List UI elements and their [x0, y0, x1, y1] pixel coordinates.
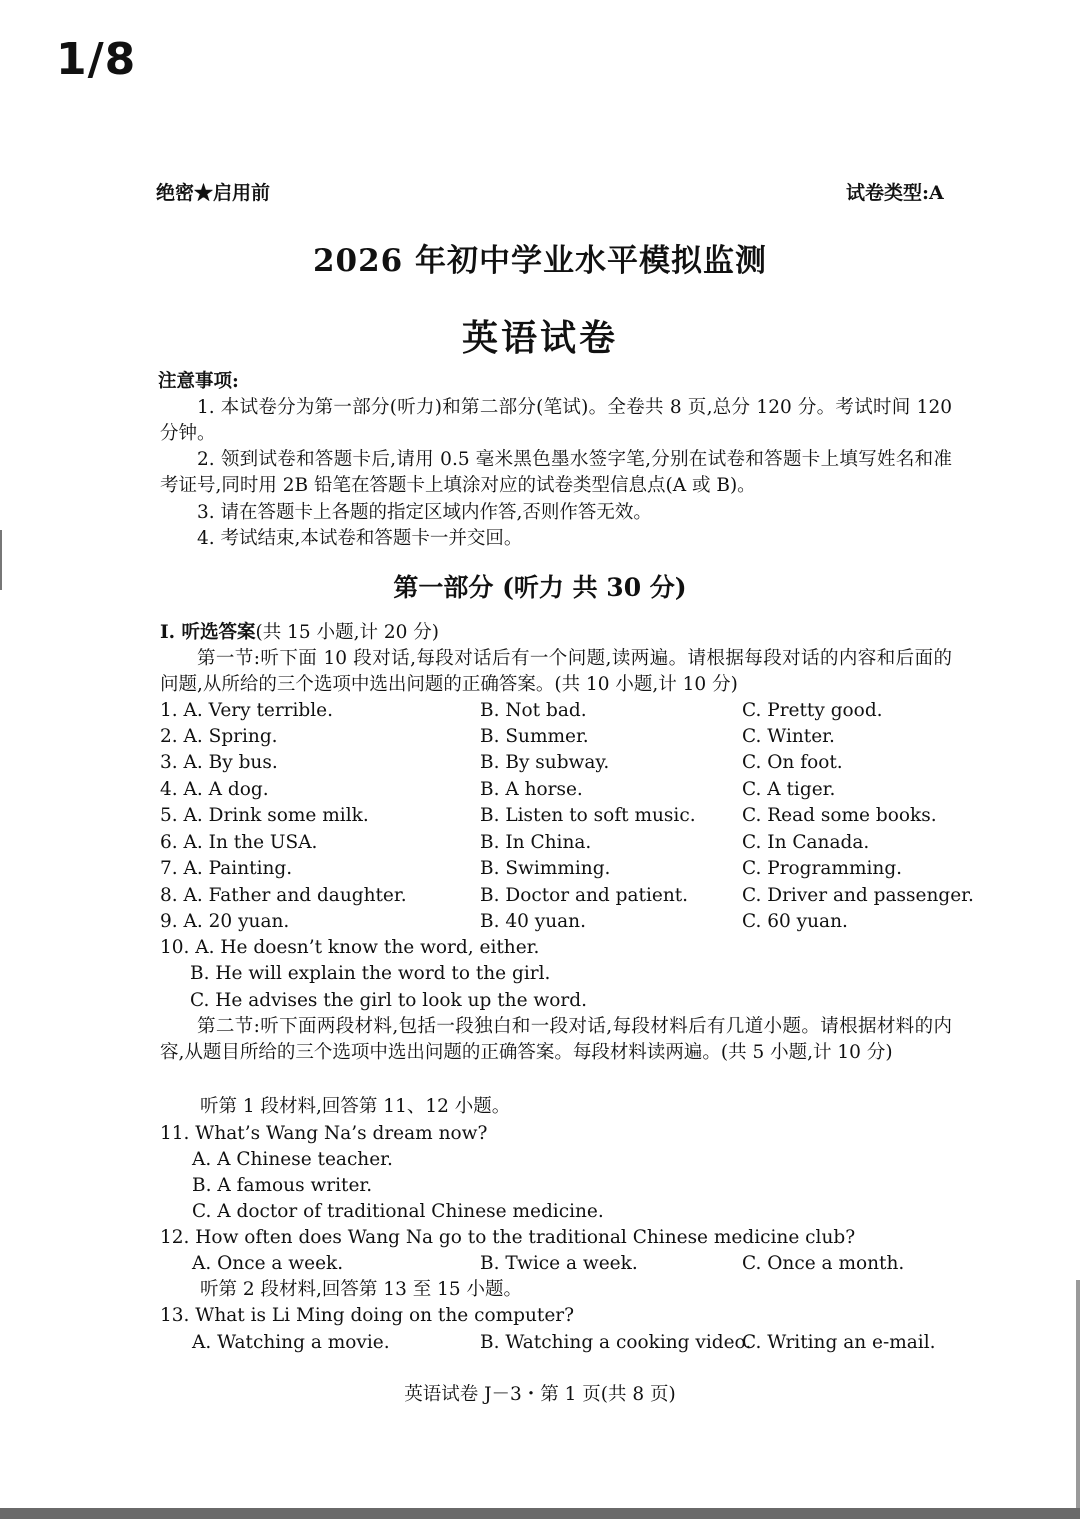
exam-subtitle: 英语试卷	[461, 317, 618, 359]
notice-item-1: 1. 本试卷分为第一部分(听力)和第二部分(笔试)。全卷共 8 页,总分 120 分。考试时间 120 分钟。	[160, 397, 952, 445]
q2-option-c: C. Winter.	[742, 726, 835, 747]
q10-option-c: C. He advises the girl to look up the word.	[190, 990, 587, 1011]
material1-instruction: 听第 1 段材料,回答第 11、12 小题。	[200, 1096, 511, 1117]
q7-option-c: C. Programming.	[742, 858, 903, 879]
q5-option-b: B. Listen to soft music.	[480, 805, 696, 826]
material2-instruction: 听第 2 段材料,回答第 13 至 15 小题。	[200, 1279, 523, 1300]
q2-option-a: 2. A. Spring.	[160, 726, 278, 747]
q8-option-b: B. Doctor and patient.	[480, 885, 689, 906]
q12-option-a: A. Once a week.	[192, 1253, 344, 1274]
q5-option-a: 5. A. Drink some milk.	[160, 805, 369, 826]
q11-option-b: B. A famous writer.	[192, 1175, 373, 1196]
q10-option-b: B. He will explain the word to the girl.	[190, 963, 551, 984]
q1-option-b: B. Not bad.	[480, 700, 587, 721]
notice-item-2: 2. 领到试卷和答题卡后,请用 0.5 毫米黑色墨水签字笔,分别在试卷和答题卡上填写姓名和准考证号,同时用 2B 铅笔在答题卡上填涂对应的试卷类型信息点(A 或 B)。	[160, 449, 952, 497]
part1-title: 第一部分 (听力 共 30 分)	[393, 573, 687, 602]
sub1-intro: 第一节:听下面 10 段对话,每段对话后有一个问题,读两遍。请根据每段对话的内容和后面的问题,从所给的三个选项中选出问题的正确答案。(共 10 小题,计 10 分)	[160, 648, 952, 696]
q1-option-a: 1. A. Very terrible.	[160, 700, 334, 721]
notice-item-4: 4. 考试结束,本试卷和答题卡一并交回。	[197, 528, 523, 549]
q11-option-c: C. A doctor of traditional Chinese medicine.	[192, 1201, 604, 1222]
q11-stem: 11. What’s Wang Na’s dream now?	[160, 1123, 488, 1144]
q8-option-c: C. Driver and passenger.	[742, 885, 974, 906]
q6-option-b: B. In China.	[480, 832, 592, 853]
q12-option-c: C. Once a month.	[742, 1253, 905, 1274]
page-counter: 1/8	[56, 34, 137, 85]
q9-option-a: 9. A. 20 yuan.	[160, 911, 290, 932]
scan-edge-bottom	[0, 1508, 1080, 1519]
section1-heading-note: (共 15 小题,计 20 分)	[255, 622, 439, 643]
notice-heading: 注意事项:	[158, 371, 239, 392]
exam-title: 2026 年初中学业水平模拟监测	[312, 243, 768, 279]
q13-option-b: B. Watching a cooking video.	[480, 1332, 752, 1353]
q8-option-a: 8. A. Father and daughter.	[160, 885, 407, 906]
scan-edge-left	[0, 530, 2, 590]
q5-option-c: C. Read some books.	[742, 805, 937, 826]
confidential-label: 绝密★启用前	[156, 182, 271, 204]
q12-option-b: B. Twice a week.	[480, 1253, 638, 1274]
q12-stem: 12. How often does Wang Na go to the traditional Chinese medicine club?	[160, 1227, 856, 1248]
scan-edge-right	[1076, 1280, 1080, 1510]
q13-option-a: A. Watching a movie.	[192, 1332, 390, 1353]
q6-option-a: 6. A. In the USA.	[160, 832, 318, 853]
q4-option-c: C. A tiger.	[742, 779, 836, 800]
q3-option-b: B. By subway.	[480, 752, 610, 773]
notice-item-3: 3. 请在答题卡上各题的指定区域内作答,否则作答无效。	[197, 502, 652, 523]
q2-option-b: B. Summer.	[480, 726, 589, 747]
q10-option-a: 10. A. He doesn’t know the word, either.	[160, 937, 540, 958]
q4-option-b: B. A horse.	[480, 779, 583, 800]
q13-option-c: C. Writing an e-mail.	[742, 1332, 936, 1353]
q3-option-a: 3. A. By bus.	[160, 752, 278, 773]
q4-option-a: 4. A. A dog.	[160, 779, 269, 800]
q7-option-b: B. Swimming.	[480, 858, 611, 879]
q3-option-c: C. On foot.	[742, 752, 843, 773]
sub2-intro: 第二节:听下面两段材料,包括一段独白和一段对话,每段材料后有几道小题。请根据材料的内容,从题目所给的三个选项中选出问题的正确答案。每段材料读两遍。(共 5 小题,计 10 分)	[160, 1016, 952, 1064]
q1-option-c: C. Pretty good.	[742, 700, 883, 721]
q11-option-a: A. A Chinese teacher.	[192, 1149, 393, 1170]
section1-heading	[160, 620, 439, 646]
paper-type-label: 试卷类型:A	[846, 182, 944, 204]
section1-heading-label: Ⅰ. 听选答案	[160, 622, 256, 643]
q7-option-a: 7. A. Painting.	[160, 858, 293, 879]
q9-option-c: C. 60 yuan.	[742, 911, 848, 932]
q6-option-c: C. In Canada.	[742, 832, 870, 853]
q13-stem: 13. What is Li Ming doing on the computer?	[160, 1305, 575, 1326]
q9-option-b: B. 40 yuan.	[480, 911, 586, 932]
page-footer: 英语试卷 J－3・第 1 页(共 8 页)	[404, 1384, 676, 1405]
